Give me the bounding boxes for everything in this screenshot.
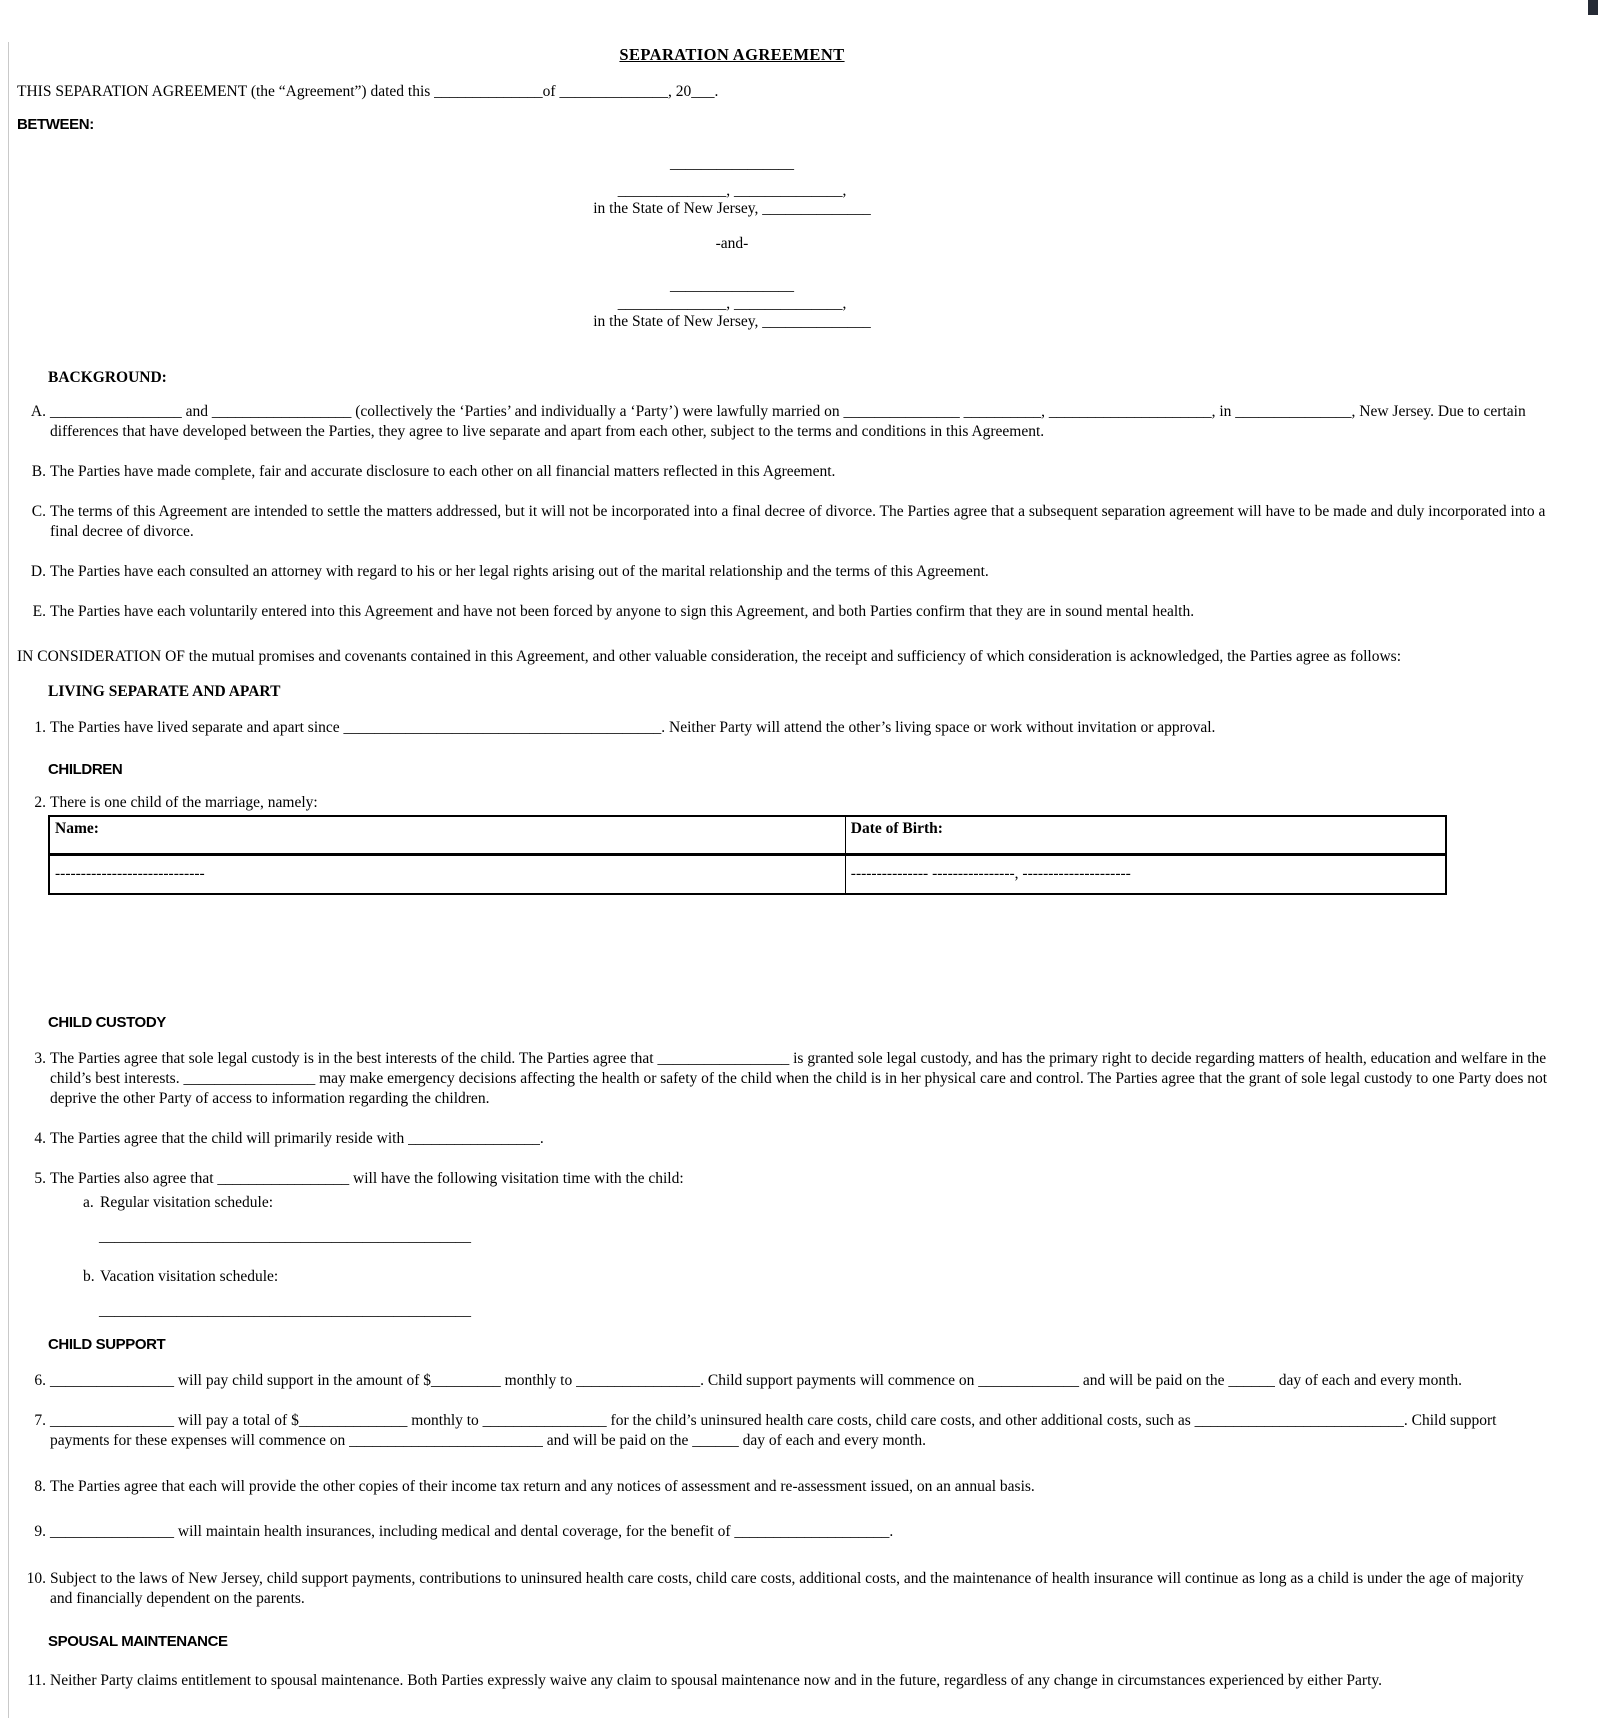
item-text: The Parties have lived separate and apart since _________________________________________. Neither Party will attend the other’s living space or work without invitation or approval. <box>50 719 1216 736</box>
item-label: 8. <box>34 1478 46 1495</box>
party2-state-line: in the State of New Jersey, ______________ <box>593 313 871 330</box>
sub-item-label: b. <box>83 1268 95 1285</box>
children-table-cell-name: ----------------------------- <box>49 854 845 894</box>
item-label: B. <box>31 463 46 480</box>
children-table-cell-dob: --------------- ----------------, --------------------- <box>845 854 1446 894</box>
party1-city-blank: ______________, ______________, <box>617 182 847 199</box>
clause-11 <box>17 1671 1548 1691</box>
item-text: The Parties agree that each will provide the other copies of their income tax return and any notices of assessment and re-assessment issued, on an annual basis. <box>50 1478 1035 1495</box>
spousal-maintenance-heading: SPOUSAL MAINTENANCE <box>48 1633 228 1650</box>
item-text: Neither Party claims entitlement to spousal maintenance. Both Parties expressly waive any claim to spousal maintenance now and in the future, regardless of any change in circumstances experienced by either Party. <box>50 1672 1382 1689</box>
background-heading: BACKGROUND: <box>48 369 167 386</box>
background-item-c <box>17 502 1548 542</box>
item-text: The Parties have each voluntarily entered into this Agreement and have not been forced by anyone to sign this Agreement, and both Parties confirm that they are in sound mental health. <box>50 603 1195 620</box>
child-support-heading: CHILD SUPPORT <box>48 1336 166 1353</box>
item-label: 3. <box>34 1050 46 1067</box>
item-label: 6. <box>34 1372 46 1389</box>
item-label: A. <box>30 403 46 420</box>
clause-1 <box>17 718 1548 738</box>
item-text: ________________ will maintain health insurances, including medical and dental coverage, for the benefit of ____________________. <box>50 1523 894 1540</box>
visitation-sub-a <box>83 1193 1548 1213</box>
children-table-data-row <box>49 854 1446 894</box>
clause-2 <box>17 793 1548 813</box>
children-table-header-dob: Date of Birth: <box>845 816 1446 854</box>
document-title: SEPARATION AGREEMENT <box>619 45 845 64</box>
visitation-blank-b: ________________________________________________ <box>99 1302 471 1319</box>
item-label: 10. <box>26 1570 46 1587</box>
background-item-a <box>17 402 1548 442</box>
item-text: The Parties agree that the child will primarily reside with _________________. <box>50 1130 544 1147</box>
item-label: 5. <box>34 1170 46 1187</box>
sub-item-text: Regular visitation schedule: <box>100 1194 274 1211</box>
parties-block <box>17 155 1447 331</box>
party2-city-blank: ______________, ______________, <box>617 295 847 312</box>
item-label: 1. <box>34 719 46 736</box>
between-label: BETWEEN: <box>17 116 94 133</box>
clause-9 <box>17 1522 1548 1542</box>
visitation-blank-a: ________________________________________________ <box>99 1228 471 1245</box>
item-text: ________________ will pay a total of $______________ monthly to ________________ for the child’s uninsured health care costs, child care costs, and other additional costs, such as ___________________________. Child support payments for these expenses will commence on _________________________ and will be paid on the ______ day of each and every month. <box>50 1412 1497 1449</box>
item-label: 11. <box>27 1672 46 1689</box>
item-label: C. <box>31 503 46 520</box>
background-item-e <box>17 602 1548 622</box>
party1-state-line: in the State of New Jersey, ______________ <box>593 200 871 217</box>
children-heading: CHILDREN <box>48 761 123 778</box>
party2-name-blank: ________________ <box>670 277 794 294</box>
corner-mark <box>1588 0 1598 15</box>
clause-4 <box>17 1129 1548 1149</box>
item-text: The Parties have each consulted an attorney with regard to his or her legal rights arising out of the marital relationship and the terms of this Agreement. <box>50 563 989 580</box>
item-text: ________________ will pay child support in the amount of $_________ monthly to ________________. Child support payments will commence on _____________ and will be paid on the ______ day of each and every month. <box>50 1372 1463 1389</box>
item-text: The terms of this Agreement are intended to settle the matters addressed, but it will not be incorporated into a final decree of divorce. The Parties agree that a subsequent separation agreement will have to be made and duly incorporated into a final decree of divorce. <box>50 503 1546 540</box>
clause-8 <box>17 1477 1548 1497</box>
item-text: Subject to the laws of New Jersey, child support payments, contributions to uninsured health care costs, child care costs, additional costs, and the maintenance of health insurance will continue as long as a child is under the age of majority and financially dependent on the parents. <box>50 1570 1524 1607</box>
clause-3 <box>17 1049 1548 1109</box>
item-label: 2. <box>34 794 46 811</box>
clause-5 <box>17 1169 1548 1189</box>
item-label: 7. <box>34 1412 46 1429</box>
background-item-b <box>17 462 1548 482</box>
item-text: The Parties also agree that _________________ will have the following visitation time with the child: <box>50 1170 684 1187</box>
parties-separator: -and- <box>715 235 749 252</box>
intro-paragraph: THIS SEPARATION AGREEMENT (the “Agreement”) dated this ______________of ______________, 20___. <box>17 83 719 100</box>
item-label: 9. <box>34 1523 46 1540</box>
clause-7 <box>17 1411 1548 1451</box>
sub-item-text: Vacation visitation schedule: <box>100 1268 279 1285</box>
item-text: The Parties agree that sole legal custody is in the best interests of the child. The Parties agree that _________________ is granted sole legal custody, and has the primary right to decide regarding matters of health, education and welfare in the child’s best interests. _________________ may make emergency decisions affecting the health or safety of the child when the child is in her physical care and control. The Parties agree that the grant of sole legal custody to one Party does not deprive the other Party of access to information regarding the children. <box>50 1050 1548 1107</box>
clause-6 <box>17 1371 1548 1391</box>
item-text: The Parties have made complete, fair and accurate disclosure to each other on all financial matters reflected in this Agreement. <box>50 463 836 480</box>
item-label: E. <box>32 603 46 620</box>
visitation-sub-b <box>83 1267 1548 1287</box>
party1-name-blank: ________________ <box>670 155 794 172</box>
item-text: _________________ and __________________ (collectively the ‘Parties’ and individually a ‘Party’) were lawfully married on _______________ __________, _____________________, in _______________, New Jersey. Due to certain differences that have developed between the Parties, they agree to live separate and apart from each other, subject to the terms and conditions in this Agreement. <box>50 403 1526 440</box>
item-text: There is one child of the marriage, namely: <box>50 794 318 811</box>
sub-item-label: a. <box>83 1194 94 1211</box>
item-label: D. <box>30 563 46 580</box>
item-label: 4. <box>34 1130 46 1147</box>
children-table-header-name: Name: <box>49 816 845 854</box>
children-table-header-row <box>49 816 1446 854</box>
consideration-paragraph: IN CONSIDERATION OF the mutual promises and covenants contained in this Agreement, and other valuable consideration, the receipt and sufficiency of which consideration is acknowledged, the Parties agree as follows: <box>17 648 1402 665</box>
living-separate-heading: LIVING SEPARATE AND APART <box>48 683 281 700</box>
clause-10 <box>17 1569 1548 1609</box>
page-edge-line <box>8 42 9 1718</box>
children-table <box>48 815 1447 895</box>
background-item-d <box>17 562 1548 582</box>
child-custody-heading: CHILD CUSTODY <box>48 1014 166 1031</box>
